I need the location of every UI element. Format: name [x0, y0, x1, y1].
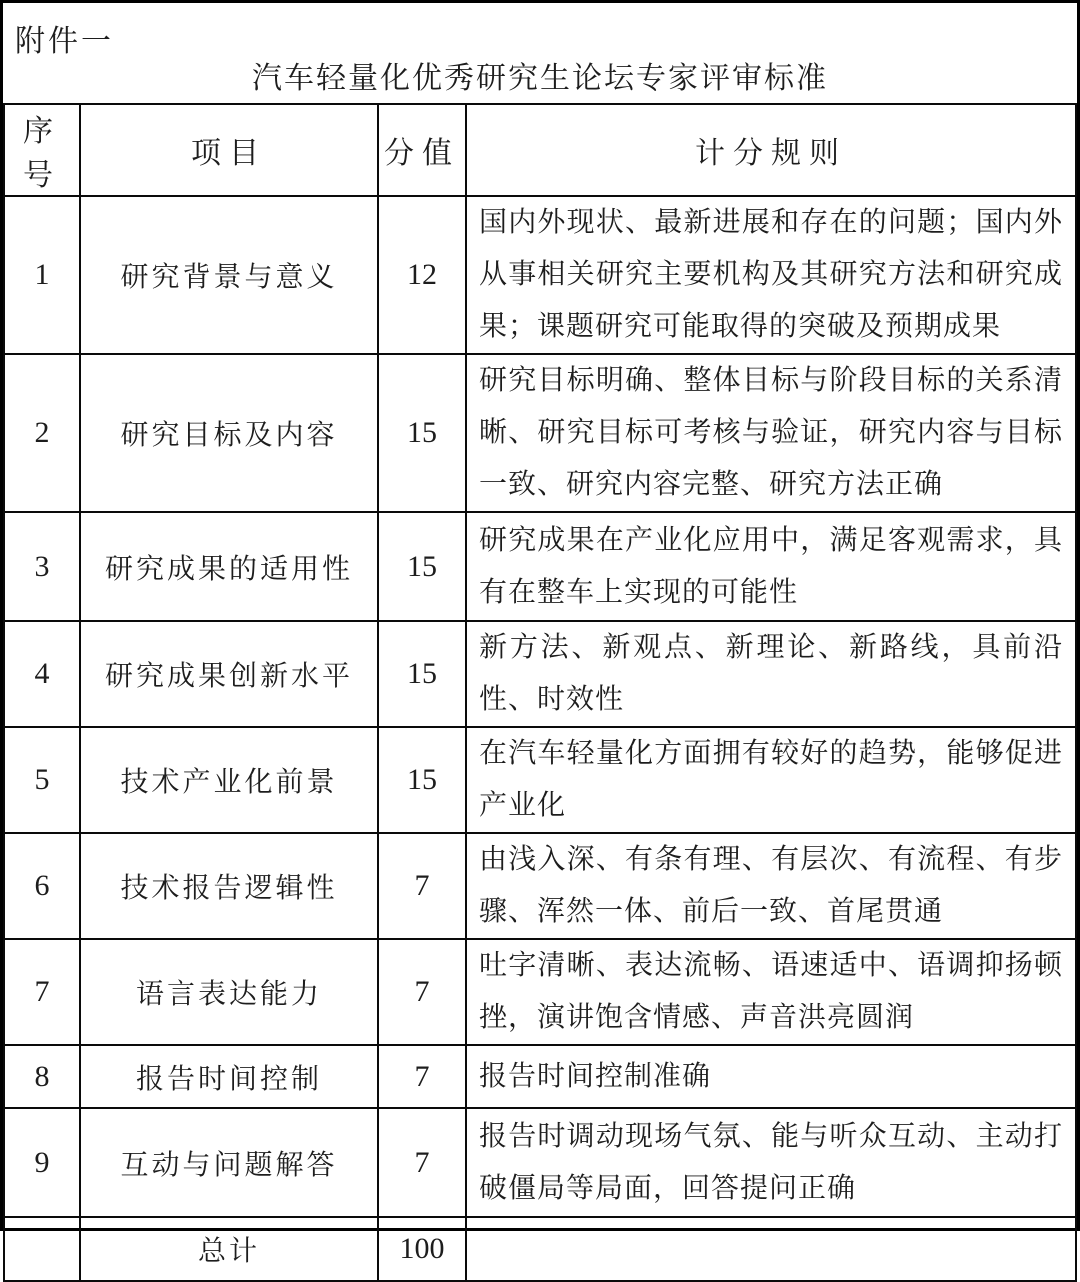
row-no-cell: 3 — [4, 512, 80, 621]
row-rule-cell: 新方法、新观点、新理论、新路线，具前沿性、时效性 — [466, 621, 1076, 727]
row-no-cell: 4 — [4, 621, 80, 727]
table-row — [4, 354, 1076, 512]
row-item-cell: 互动与问题解答 — [80, 1108, 378, 1217]
row-item-cell: 研究背景与意义 — [80, 196, 378, 354]
column-header-item: 项目 — [80, 104, 378, 196]
table-row — [4, 833, 1076, 939]
row-item-cell: 研究目标及内容 — [80, 354, 378, 512]
row-score-cell: 7 — [378, 833, 466, 939]
attachment-label: 附件一 — [15, 25, 114, 58]
row-rule-cell: 报告时间控制准确 — [466, 1045, 1076, 1108]
page-title: 汽车轻量化优秀研究生论坛专家评审标准 — [252, 62, 828, 95]
table-row-total — [4, 1217, 1076, 1281]
table-row — [4, 939, 1076, 1045]
row-no-cell: 8 — [4, 1045, 80, 1108]
row-rule-cell: 报告时调动现场气氛、能与听众互动、主动打破僵局等局面，回答提问正确 — [466, 1108, 1076, 1217]
row-rule-cell: 由浅入深、有条有理、有层次、有流程、有步骤、浑然一体、前后一致、首尾贯通 — [466, 833, 1076, 939]
row-no-cell: 1 — [4, 196, 80, 354]
table-row — [4, 727, 1076, 833]
row-item-cell: 研究成果的适用性 — [80, 512, 378, 621]
row-score-cell: 7 — [378, 1045, 466, 1108]
row-item-cell: 技术报告逻辑性 — [80, 833, 378, 939]
row-no-cell: 2 — [4, 354, 80, 512]
row-rule-cell: 研究目标明确、整体目标与阶段目标的关系清晰、研究目标可考核与验证，研究内容与目标一致、研究内容完整、研究方法正确 — [466, 354, 1076, 512]
row-no-cell: 6 — [4, 833, 80, 939]
review-criteria-table — [3, 103, 1077, 1282]
row-no-cell — [4, 1217, 80, 1281]
row-rule-cell — [466, 1217, 1076, 1281]
row-rule-cell: 吐字清晰、表达流畅、语速适中、语调抑扬顿挫，演讲饱含情感、声音洪亮圆润 — [466, 939, 1076, 1045]
table-row — [4, 196, 1076, 354]
row-rule-cell: 在汽车轻量化方面拥有较好的趋势，能够促进产业化 — [466, 727, 1076, 833]
table-row — [4, 1045, 1076, 1108]
table-row — [4, 512, 1076, 621]
column-header-no: 序号 — [4, 104, 80, 196]
row-score-cell: 7 — [378, 939, 466, 1045]
table-header-row — [4, 104, 1076, 196]
row-item-cell: 技术产业化前景 — [80, 727, 378, 833]
total-label-cell: 总计 — [80, 1217, 378, 1281]
row-no-cell: 5 — [4, 727, 80, 833]
table-row — [4, 1108, 1076, 1217]
row-rule-cell: 国内外现状、最新进展和存在的问题；国内外从事相关研究主要机构及其研究方法和研究成果；课题研究可能取得的突破及预期成果 — [466, 196, 1076, 354]
row-score-cell: 15 — [378, 621, 466, 727]
row-score-cell: 15 — [378, 727, 466, 833]
row-item-cell: 语言表达能力 — [80, 939, 378, 1045]
row-no-cell: 7 — [4, 939, 80, 1045]
row-score-cell: 15 — [378, 512, 466, 621]
row-score-cell: 12 — [378, 196, 466, 354]
table-row — [4, 621, 1076, 727]
row-score-cell: 7 — [378, 1108, 466, 1217]
total-score-cell: 100 — [378, 1217, 466, 1281]
column-header-rule: 计分规则 — [466, 104, 1076, 196]
row-no-cell: 9 — [4, 1108, 80, 1217]
row-score-cell: 15 — [378, 354, 466, 512]
row-item-cell: 报告时间控制 — [80, 1045, 378, 1108]
column-header-score: 分值 — [378, 104, 466, 196]
row-item-cell: 研究成果创新水平 — [80, 621, 378, 727]
document-header — [3, 3, 1077, 103]
row-rule-cell: 研究成果在产业化应用中，满足客观需求，具有在整车上实现的可能性 — [466, 512, 1076, 621]
